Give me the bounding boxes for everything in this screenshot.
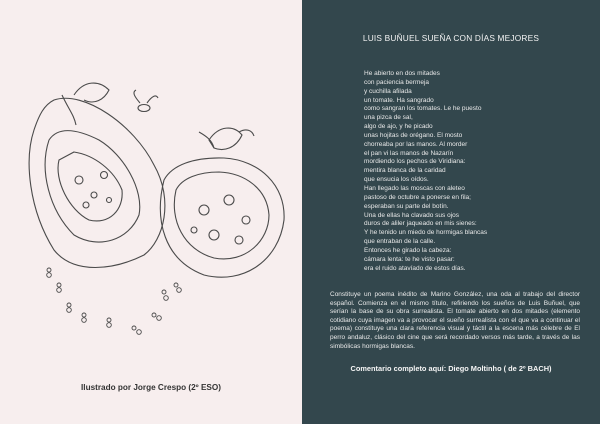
poem-line: un tomate. Ha sangrado (364, 96, 434, 104)
poem-line: Entonces he girado la cabeza: (364, 246, 452, 254)
poem-line: era el ruido atavíado de estos días. (364, 264, 466, 272)
illustration-caption: Ilustrado por Jorge Crespo (2º ESO) (81, 383, 221, 392)
poem-line: He abierto en dos mitades (364, 70, 440, 77)
poem-line: algo de ajo, y he picado (364, 123, 433, 131)
poem-line: Han llegado las moscas con aleteo (364, 184, 465, 192)
poem-line: duros de aliler jaqueado en mis sienes: (364, 220, 477, 228)
poem-line: Una de ellas ha clavado sus ojos (364, 211, 460, 219)
poem-line: unas hojitas de orégano. El mosto (364, 131, 463, 139)
poem-line: el pan vi las manos de Nazarín (364, 149, 454, 157)
poem-line: y cuchilla afilada (364, 87, 412, 95)
poem-body (364, 70, 554, 273)
poem-line: mordiendo los pechos de Viridiana: (364, 158, 466, 166)
poem-line: Y he tenido un miedo de hormigas blancas (364, 229, 488, 237)
poem-line: mentira blanca de la caridad (364, 167, 446, 175)
tomato-drawing (14, 70, 294, 340)
poem-line: que ensucia los oídos. (364, 176, 429, 184)
poem-line: esperaban su parte del botín. (364, 202, 449, 210)
poem-line: chorreaba por las manos. Al morder (364, 140, 468, 148)
commentary-credit: Comentario completo aquí: Diego Moltinho ( de 2º BACH) (350, 364, 552, 373)
poem-line: como sangran los tomates. Le he puesto (364, 105, 482, 113)
poem-line: pastoso de octubre a ponerse en fila; (364, 193, 471, 201)
poem-title: LUIS BUÑUEL SUEÑA CON DÍAS MEJORES (362, 33, 540, 43)
poem-line: una pizca de sal, (364, 114, 413, 122)
right-page (302, 0, 600, 424)
poem-line: que entraban de la calle. (364, 238, 436, 246)
poem-line: con paciencia bermeja (364, 78, 430, 86)
commentary-text: Constituye un poema inédito de Marino González, una oda al trabajo del director español. Comienza en el mismo título, refiriendo los sueños de Luis Buñuel, que serían la base de su obra surrealista. El tomate abierto en dos mitades (elemento cotidiano cuya imagen va a provocar el sueño surrealista con el que va a continuar el poema) constituye una clara referencia visual y táctil a la escena más célebre de El perro andaluz, clásico del cine que será recordado versos más tarde, a través de las simbólicas hormigas blancas. (330, 291, 580, 350)
poem-line: cámara lenta: te he visto pasar: (364, 255, 455, 263)
